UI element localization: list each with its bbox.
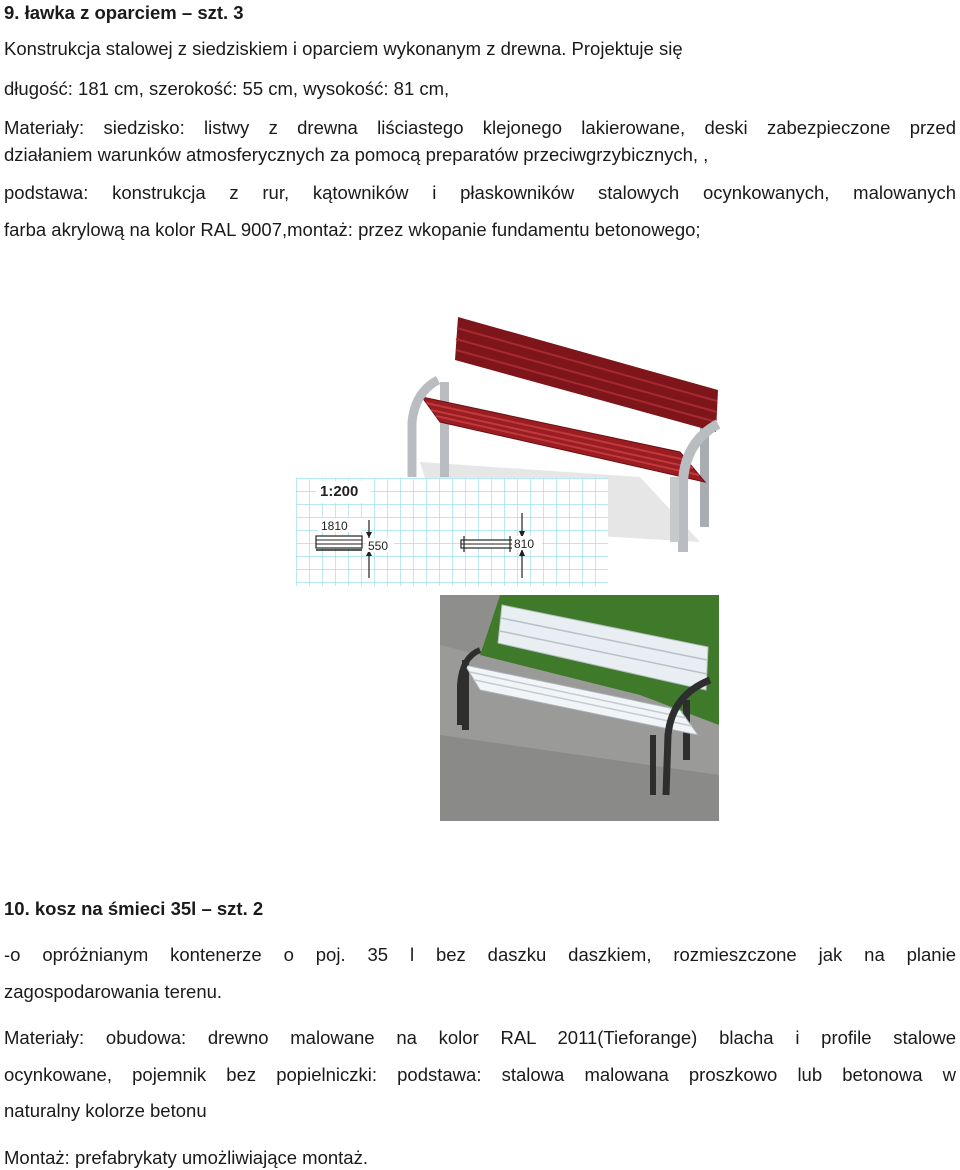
section-10-line-2: zagospodarowania terenu. — [4, 981, 223, 1002]
section-9-heading: 9. ławka z oparciem – szt. 3 — [4, 2, 244, 23]
width-label: 550 — [368, 539, 389, 553]
section-9-line-2: długość: 181 cm, szerokość: 55 cm, wysokość: 81 cm, — [4, 78, 450, 99]
bench-leg — [650, 735, 656, 795]
scale-drawing — [296, 478, 608, 586]
section-9-line-6: farba akrylową na kolor RAL 9007,montaż: przez wkopanie fundamentu betonowego; — [4, 219, 701, 240]
bench-leg — [670, 477, 679, 542]
section-10-line-4: ocynkowane, pojemnik bez popielniczki: podstawa: stalowa malowana proszkowo lub betonowa w — [4, 1064, 956, 1085]
section-10-line-6: Montaż: prefabrykaty umożliwiające montaż. — [4, 1147, 368, 1168]
section-10-line-3: Materiały: obudowa: drewno malowane na kolor RAL 2011(Tieforange) blacha i profile stalowe — [4, 1027, 956, 1048]
section-9-line-1: Konstrukcja stalowej z siedziskiem i oparciem wykonanym z drewna. Projektuje się — [4, 38, 683, 59]
section-9-line-5: podstawa: konstrukcja z rur, kątowników i płaskowników stalowych ocynkowanych, malowanych — [4, 182, 956, 203]
scale-label: 1:200 — [320, 483, 359, 500]
length-label: 1810 — [321, 519, 348, 533]
height-label: 810 — [514, 537, 535, 551]
section-10-line-1: -o opróżnianym kontenerze o poj. 35 l bez daszku daszkiem, rozmieszczone jak na planie — [4, 944, 956, 965]
section-9-line-3: Materiały: siedzisko: listwy z drewna liściastego klejonego lakierowane, deski zabezpieczone przed — [4, 117, 956, 138]
section-10-line-5: naturalny kolorze betonu — [4, 1100, 207, 1121]
white-bench-photo — [440, 595, 719, 821]
section-9-line-4: działaniem warunków atmosferycznych za pomocą preparatów przeciwgrzybicznych, , — [4, 144, 709, 165]
section-10-heading: 10. kosz na śmieci 35l – szt. 2 — [4, 898, 264, 919]
bench-leg — [440, 382, 449, 477]
